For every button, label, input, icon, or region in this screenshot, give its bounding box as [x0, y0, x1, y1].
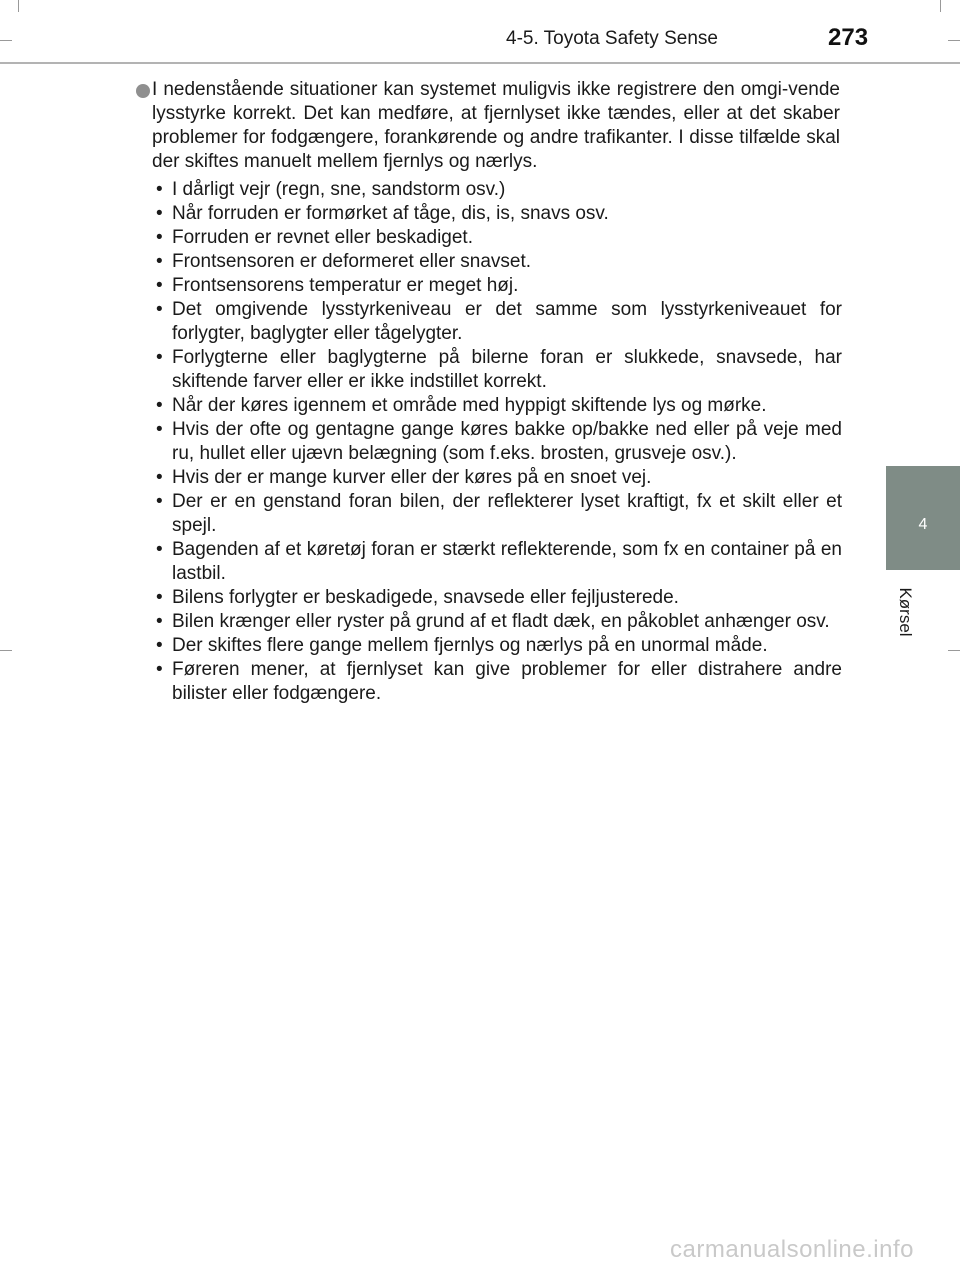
chapter-label-text: Kørsel: [896, 587, 915, 637]
crop-mark: [948, 40, 960, 41]
crop-mark: [0, 650, 12, 651]
list-item: • Hvis der ofte og gentagne gange køres bakke op/bakke ned eller på veje med ru, hullet eller ujævn belægning (som f.eks. brosten, grusveje osv.).: [156, 418, 842, 466]
list-item: • Når der køres igennem et område med hyppigt skiftende lys og mørke.: [156, 394, 842, 418]
crop-mark: [948, 650, 960, 651]
list-item: • Når forruden er formørket af tåge, dis, is, snavs osv.: [156, 202, 842, 226]
list-item: • Forruden er revnet eller beskadiget.: [156, 226, 842, 250]
chapter-tab: [886, 466, 960, 570]
crop-mark: [18, 0, 19, 12]
crop-mark: [0, 40, 12, 41]
list-item: • Bagenden af et køretøj foran er stærkt reflekterende, som fx en container på en lastbil.: [156, 538, 842, 586]
list-item: • Bilen krænger eller ryster på grund af et fladt dæk, en påkoblet anhænger osv.: [156, 610, 842, 634]
list-item: • Føreren mener, at fjernlyset kan give problemer for eller distrahere andre bilister eller fodgængere.: [156, 658, 842, 706]
list-item: • Der er en genstand foran bilen, der reflekterer lyset kraftigt, fx et skilt eller et spejl.: [156, 490, 842, 538]
chapter-label: [888, 582, 922, 642]
header-divider: [0, 62, 960, 64]
section-title: 4-5. Toyota Safety Sense: [506, 28, 718, 49]
list-item: • Hvis der er mange kurver eller der køres på en snoet vej.: [156, 466, 842, 490]
list-item: • Bilens forlygter er beskadigede, snavsede eller fejljusterede.: [156, 586, 842, 610]
page-number: 273: [828, 24, 869, 51]
list-item: • I dårligt vejr (regn, sne, sandstorm osv.): [156, 178, 842, 202]
footer-watermark: carmanualsonline.info: [670, 1236, 914, 1263]
list-item: • Der skiftes flere gange mellem fjernlys og nærlys på en unormal måde.: [156, 634, 842, 658]
list-item: • Frontsensorens temperatur er meget høj.: [156, 274, 842, 298]
list-item: • Det omgivende lysstyrkeniveau er det samme som lysstyrkeniveauet for forlygter, baglygter eller tågelygter.: [156, 298, 842, 346]
crop-mark: [940, 0, 941, 12]
list-item: • Forlygterne eller baglygterne på bilerne foran er slukkede, snavsede, har skiftende farver eller er ikke indstillet korrekt.: [156, 346, 842, 394]
intro-paragraph: I nedenstående situationer kan systemet muligvis ikke registrere den omgi-vende lysstyrke korrekt. Det kan medføre, at fjernlyset ikke tændes, eller at det skaber problemer for fodgængere, forankørende og andre trafikanter. I disse tilfælde skal der skiftes manuelt mellem fjernlys og nærlys.: [152, 79, 840, 172]
bullet-circle-icon: [136, 84, 150, 98]
condition-list: [156, 178, 842, 706]
chapter-number: 4: [918, 516, 928, 533]
list-item: • Frontsensoren er deformeret eller snavset.: [156, 250, 842, 274]
